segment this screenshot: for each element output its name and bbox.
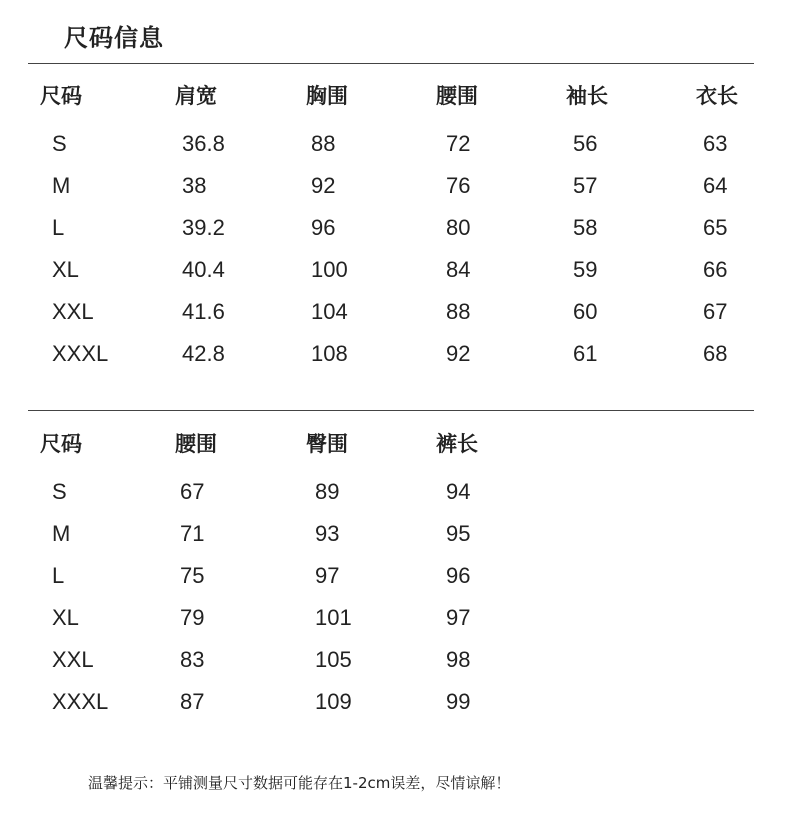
measurement-cell: 67 <box>180 479 205 504</box>
measurement-cell: 41.6 <box>182 299 225 324</box>
column-header: 胸围 <box>306 84 348 108</box>
column-header: 肩宽 <box>175 84 217 108</box>
measurement-cell: 58 <box>573 215 598 240</box>
column-header: 尺码 <box>40 432 82 456</box>
size-label-cell: XXXL <box>52 341 109 366</box>
size-label-cell: M <box>52 173 71 198</box>
measurement-cell: 80 <box>446 215 471 240</box>
column-header: 衣长 <box>696 84 738 108</box>
column-header: 臀围 <box>306 432 348 456</box>
column-header: 袖长 <box>566 84 608 108</box>
column-header: 尺码 <box>40 84 82 108</box>
measurement-cell: 76 <box>446 173 471 198</box>
measurement-cell: 59 <box>573 257 598 282</box>
measurement-cell: 84 <box>446 257 471 282</box>
measurement-cell: 92 <box>311 173 336 198</box>
size-label-cell: XL <box>52 605 79 630</box>
measurement-cell: 67 <box>703 299 728 324</box>
measurement-cell: 89 <box>315 479 340 504</box>
size-label-cell: XXXL <box>52 689 109 714</box>
measurement-cell: 40.4 <box>182 257 225 282</box>
measurement-note: 温馨提示：平铺测量尺寸数据可能存在1-2cm误差，尽情谅解！ <box>88 774 511 792</box>
size-label-cell: L <box>52 215 65 240</box>
measurement-cell: 57 <box>573 173 598 198</box>
size-label-cell: M <box>52 521 71 546</box>
size-label-cell: XXL <box>52 299 94 324</box>
measurement-cell: 79 <box>180 605 205 630</box>
page-title: 尺码信息 <box>64 24 164 52</box>
column-header: 腰围 <box>436 84 478 108</box>
measurement-cell: 96 <box>311 215 336 240</box>
measurement-cell: 100 <box>311 257 348 282</box>
measurement-cell: 99 <box>446 689 471 714</box>
measurement-cell: 104 <box>311 299 348 324</box>
column-header: 腰围 <box>175 432 217 456</box>
size-label-cell: S <box>52 131 67 156</box>
size-label-cell: XL <box>52 257 79 282</box>
measurement-cell: 101 <box>315 605 352 630</box>
top-divider <box>28 63 754 64</box>
measurement-cell: 42.8 <box>182 341 225 366</box>
measurement-cell: 94 <box>446 479 471 504</box>
measurement-cell: 109 <box>315 689 352 714</box>
measurement-cell: 93 <box>315 521 340 546</box>
measurement-cell: 98 <box>446 647 471 672</box>
measurement-cell: 72 <box>446 131 471 156</box>
measurement-cell: 88 <box>446 299 471 324</box>
measurement-cell: 38 <box>182 173 207 198</box>
measurement-cell: 75 <box>180 563 205 588</box>
measurement-cell: 96 <box>446 563 471 588</box>
measurement-cell: 61 <box>573 341 598 366</box>
measurement-cell: 63 <box>703 131 728 156</box>
measurement-cell: 87 <box>180 689 205 714</box>
measurement-cell: 65 <box>703 215 728 240</box>
measurement-cell: 97 <box>446 605 471 630</box>
column-header: 裤长 <box>436 432 478 456</box>
size-label-cell: XXL <box>52 647 94 672</box>
measurement-cell: 60 <box>573 299 598 324</box>
size-label-cell: L <box>52 563 65 588</box>
measurement-cell: 95 <box>446 521 471 546</box>
measurement-cell: 64 <box>703 173 728 198</box>
measurement-cell: 88 <box>311 131 336 156</box>
measurement-cell: 83 <box>180 647 205 672</box>
measurement-cell: 68 <box>703 341 728 366</box>
measurement-cell: 56 <box>573 131 598 156</box>
measurement-cell: 97 <box>315 563 340 588</box>
measurement-cell: 36.8 <box>182 131 225 156</box>
measurement-cell: 92 <box>446 341 471 366</box>
measurement-cell: 105 <box>315 647 352 672</box>
measurement-cell: 66 <box>703 257 728 282</box>
measurement-cell: 71 <box>180 521 205 546</box>
size-label-cell: S <box>52 479 67 504</box>
measurement-cell: 108 <box>311 341 348 366</box>
measurement-cell: 39.2 <box>182 215 225 240</box>
middle-divider <box>28 410 754 411</box>
